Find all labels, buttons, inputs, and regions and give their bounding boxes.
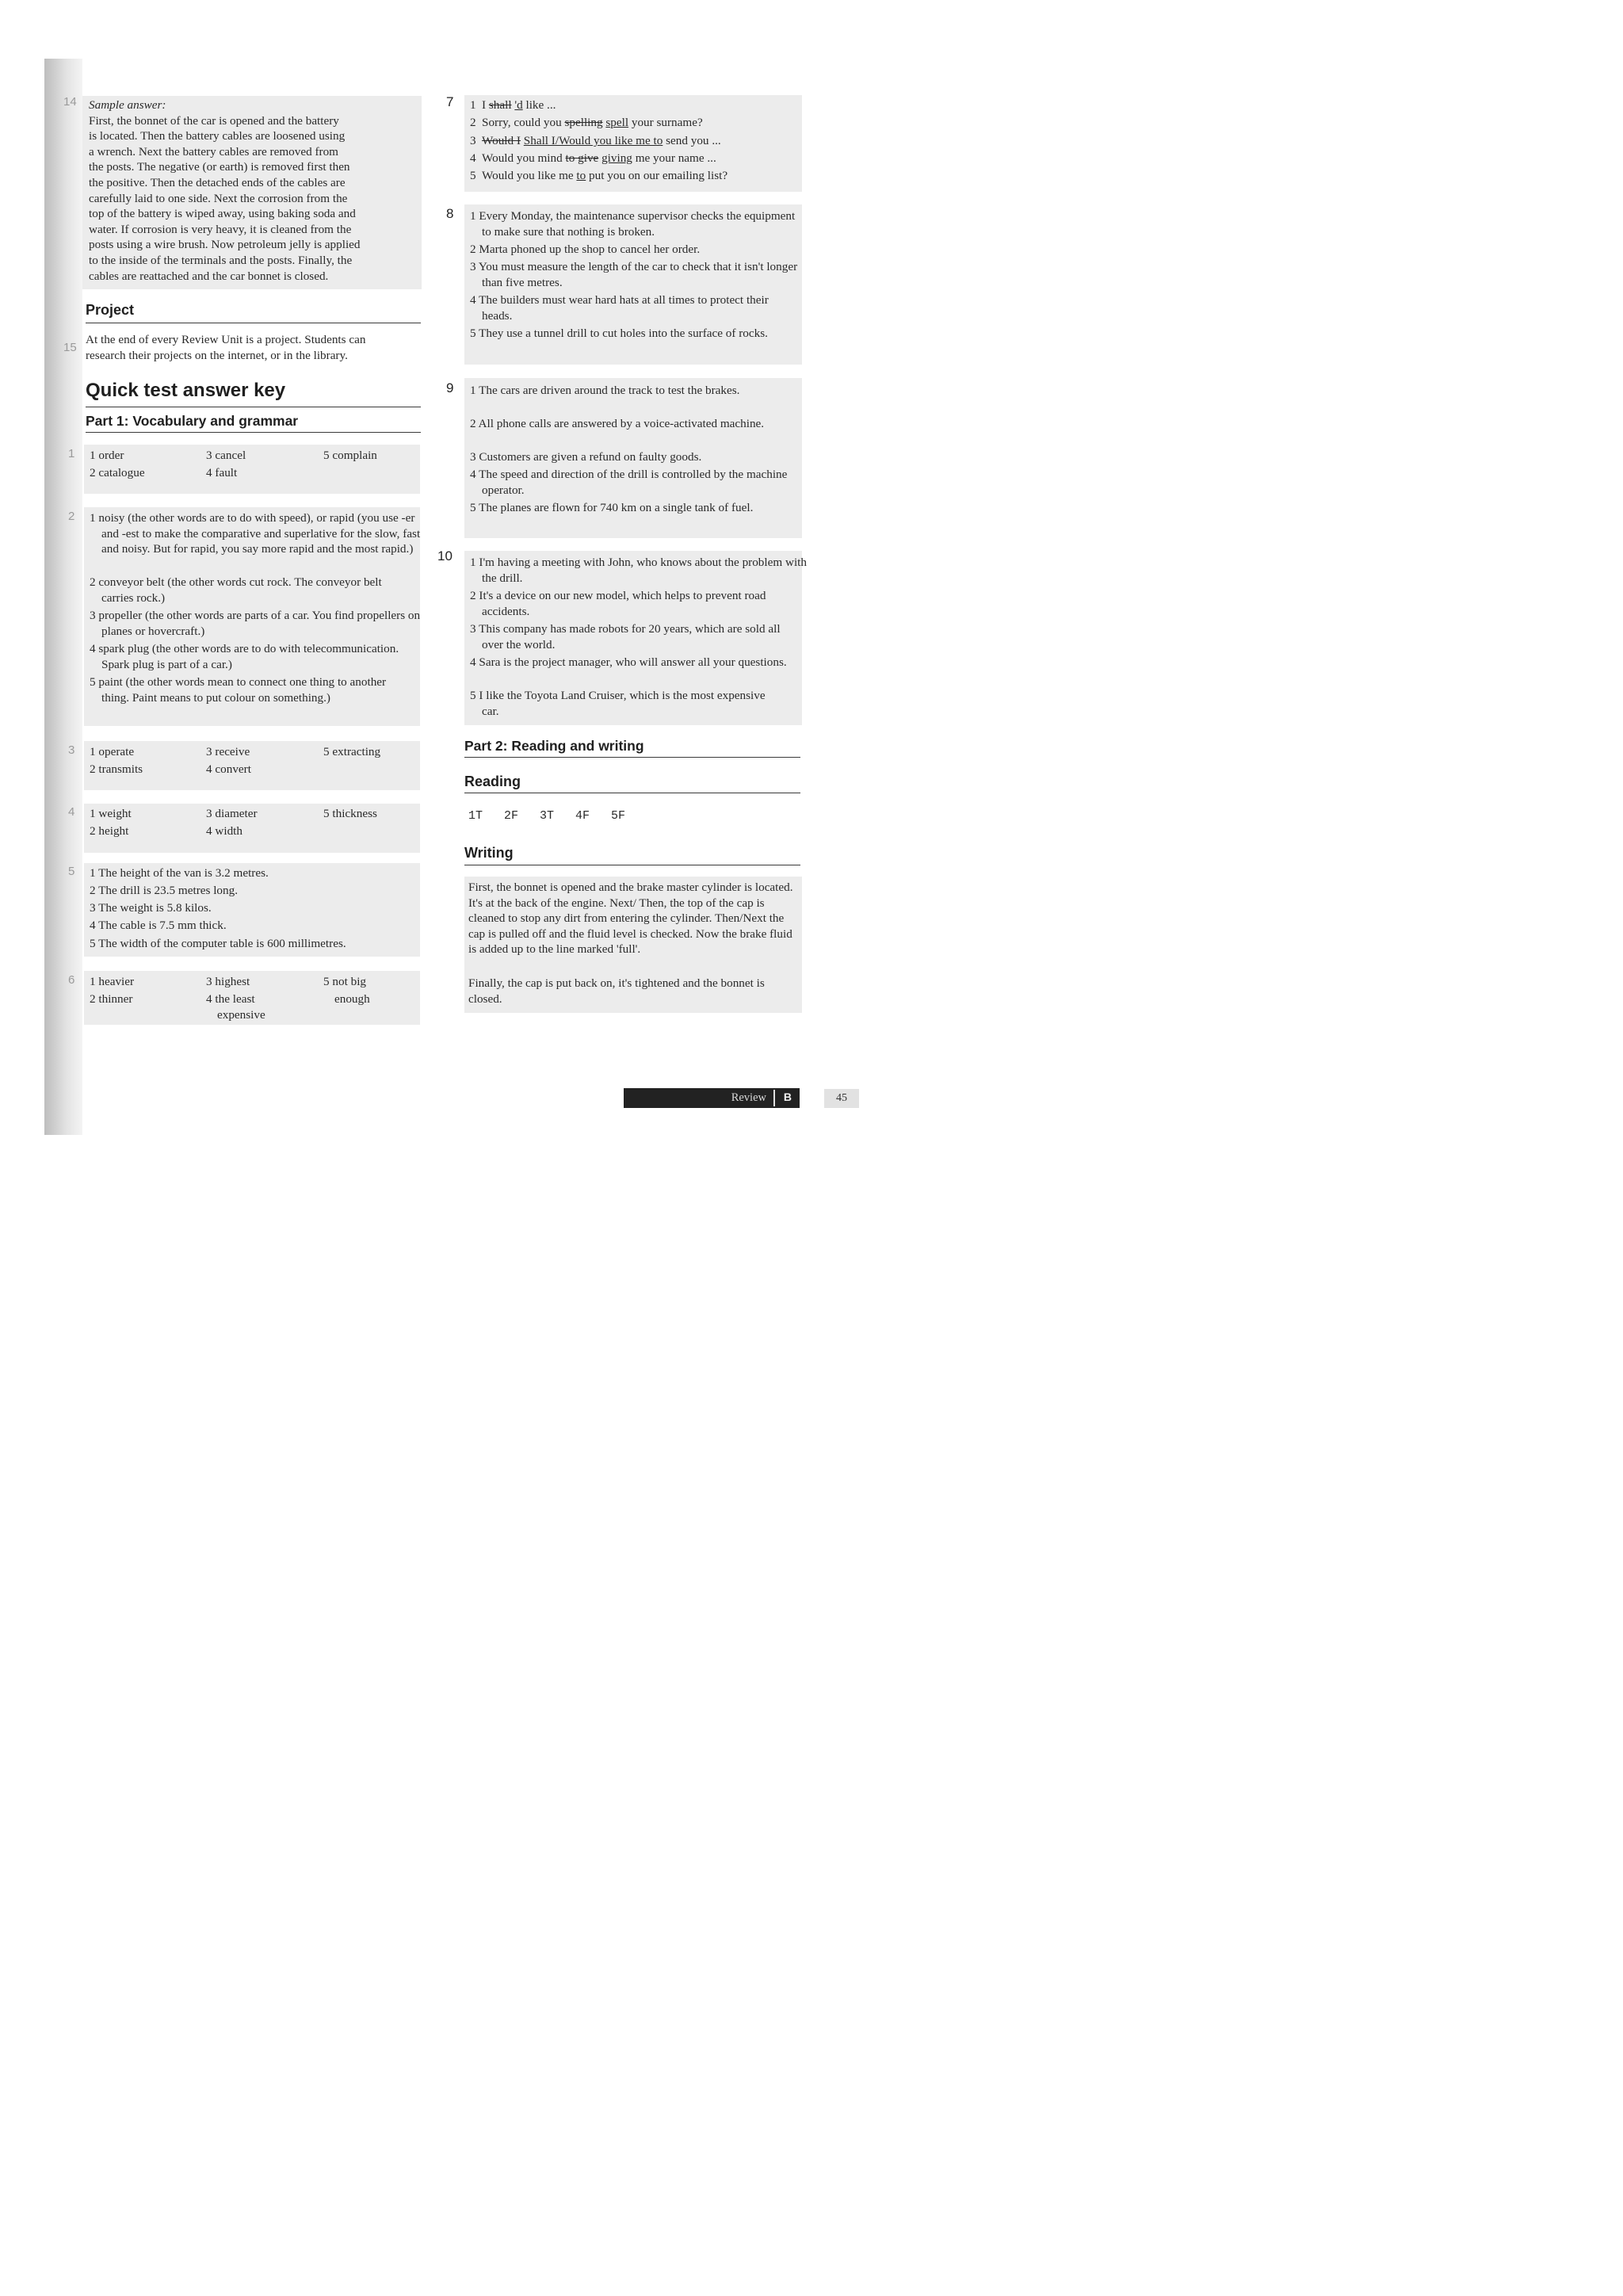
answer-item: 3 Customers are given a refund on faulty goods. — [470, 450, 702, 464]
answer-item: 4 The speed and direction of the drill is controlled by the machine operator. — [470, 468, 788, 497]
answer-item: 2 thinner — [90, 992, 133, 1006]
exercise-number: 1 — [68, 447, 75, 460]
correction-text: Shall I/Would you like me to — [523, 134, 663, 147]
text: put you on our emailing list? — [586, 169, 728, 182]
answer-item: 5 The width of the computer table is 600 millimetres. — [90, 937, 346, 950]
project-line: research their projects on the internet, or in the library. — [86, 348, 348, 362]
sample-answer-line: the positive. Then the detached ends of the cables are — [89, 175, 346, 189]
answer-item: 1 weight — [90, 807, 132, 820]
sample-answer-line: water. If corrosion is very heavy, it is cleaned from the — [89, 222, 352, 236]
divider — [86, 432, 421, 433]
answer-item: 4 convert — [206, 762, 251, 776]
divider — [464, 757, 800, 758]
answer-item: 1 The height of the van is 3.2 metres. — [90, 866, 269, 880]
project-line: At the end of every Review Unit is a project. Students can — [86, 333, 366, 346]
sample-answer-line: is located. Then the battery cables are loosened using — [89, 129, 346, 143]
answer-item: 1 heavier — [90, 975, 135, 988]
answer-item: 5 paint (the other words mean to connect one thing to another thing. Paint means to put colour on something.) — [90, 675, 387, 705]
struck-text: shall — [488, 98, 512, 112]
correction-item — [470, 115, 703, 131]
answer-item: 5 thickness — [323, 807, 377, 820]
answer-item: 4 The builders must wear hard hats at all times to protect their heads. — [470, 293, 769, 323]
correction-text: to — [576, 169, 586, 182]
page-number: 45 — [824, 1089, 859, 1108]
exercise-number: 8 — [446, 206, 454, 221]
sample-answer-title: Sample answer: — [89, 98, 166, 112]
answer-item: 1 operate — [90, 745, 135, 758]
answer-item: 4 The cable is 7.5 mm thick. — [90, 919, 227, 932]
answer-item: 5 extracting — [323, 745, 381, 758]
correction-text: spell — [605, 116, 629, 129]
text: Sorry, could you — [482, 116, 565, 129]
exercise-number: 9 — [446, 380, 454, 395]
exercise-number: 6 — [68, 973, 75, 987]
struck-text: Would I — [482, 134, 521, 147]
sample-answer-line: a wrench. Next the battery cables are removed from — [89, 144, 338, 159]
answer-item: 1 I'm having a meeting with John, who knows about the problem with the drill. — [470, 556, 807, 585]
reading-answers: 1T 2F 3T 4F 5F — [468, 809, 626, 823]
text: I — [482, 98, 489, 112]
answer-item: 3 receive — [206, 745, 250, 758]
sample-answer — [89, 97, 420, 284]
answer-item: 5 not big — [323, 975, 367, 988]
text: Would you mind — [482, 151, 566, 165]
sample-answer-line: to the inside of the terminals and the posts. Finally, the — [89, 253, 353, 267]
correction-item — [470, 97, 556, 113]
text: like ... — [522, 98, 556, 112]
separator — [773, 1090, 775, 1106]
answer-item: 3 propeller (the other words are parts of a car. You find propellers on planes or hovercraft.) — [90, 609, 421, 638]
sample-answer-line: top of the battery is wiped away, using baking soda and — [89, 207, 356, 221]
answer-item: 4 fault — [206, 466, 238, 479]
exercise-number: 14 — [63, 95, 77, 109]
writing-paragraph: Finally, the cap is put back on, it's tightened and the bonnet is closed. — [468, 976, 765, 1006]
sample-answer-line: posts using a wire brush. Now petroleum jelly is applied — [89, 238, 361, 252]
item-number: 2 — [470, 116, 476, 129]
sample-answer-line: the posts. The negative (or earth) is removed first then — [89, 160, 350, 174]
binding-shadow — [44, 59, 82, 1135]
reading-heading: Reading — [464, 774, 521, 789]
sample-answer-line: carefully laid to one side. Next the corrosion from the — [89, 191, 348, 205]
answer-item: 4 Sara is the project manager, who will answer all your questions. — [470, 655, 787, 669]
exercise-number: 3 — [68, 743, 75, 757]
correction-text: 'd — [514, 98, 523, 112]
struck-text: spelling — [564, 116, 603, 129]
answer-item: 3 The weight is 5.8 kilos. — [90, 901, 212, 915]
review-letter: B — [783, 1091, 792, 1103]
project-heading: Project — [86, 302, 135, 318]
text: Would you like me — [482, 169, 577, 182]
answer-item: 4 the least — [206, 992, 255, 1006]
writing-paragraph: First, the bonnet is opened and the brake master cylinder is located. It's at the back of the engine. Next/ Then, the top of the cap is cleaned to stop any dirt from entering the cylinder. Then/Next the cap is pulled off and the fluid level is checked. Now the brake fluid is added up to the line marked 'full'. — [468, 881, 793, 957]
text: send you ... — [663, 134, 721, 147]
exercise-number: 5 — [68, 865, 75, 878]
item-number: 1 — [470, 98, 476, 112]
exercise-number: 4 — [68, 805, 75, 819]
item-number: 5 — [470, 169, 476, 182]
answer-item: 5 complain — [323, 449, 377, 462]
correction-item — [470, 151, 716, 166]
answer-item: expensive — [217, 1008, 265, 1022]
answer-item: 4 width — [206, 824, 242, 838]
project-text — [86, 332, 423, 363]
review-label: Review — [731, 1091, 766, 1104]
answer-item: 2 All phone calls are answered by a voice-activated machine. — [470, 417, 765, 430]
text: me your name ... — [632, 151, 716, 165]
answer-item: 3 cancel — [206, 449, 246, 462]
answer-item: 3 diameter — [206, 807, 258, 820]
exercise-number: 7 — [446, 94, 454, 109]
answer-item: 2 transmits — [90, 762, 143, 776]
writing-heading: Writing — [464, 845, 514, 861]
answer-item: 2 height — [90, 824, 129, 838]
answer-item: 4 spark plug (the other words are to do with telecommunication. Spark plug is part of a car.) — [90, 642, 399, 671]
sample-answer-line: cables are reattached and the car bonnet is closed. — [89, 269, 329, 283]
item-number: 4 — [470, 151, 476, 165]
answer-item: 2 catalogue — [90, 466, 145, 479]
part2-heading: Part 2: Reading and writing — [464, 738, 644, 754]
answer-item: 5 They use a tunnel drill to cut holes into the surface of rocks. — [470, 327, 768, 340]
text: your surname? — [628, 116, 703, 129]
answer-item: 3 You must measure the length of the car to check that it isn't longer than five metres. — [470, 260, 798, 289]
struck-text: to give — [565, 151, 599, 165]
answer-item: enough — [334, 992, 370, 1006]
answer-item: 2 The drill is 23.5 metres long. — [90, 884, 239, 897]
correction-text: giving — [601, 151, 632, 165]
item-number: 3 — [470, 134, 476, 147]
exercise-number: 2 — [68, 510, 75, 523]
answer-item: 2 It's a device on our new model, which helps to prevent road accidents. — [470, 589, 766, 618]
review-footer-bar — [624, 1088, 800, 1108]
answer-item: 5 The planes are flown for 740 km on a single tank of fuel. — [470, 501, 754, 514]
answer-item: 1 Every Monday, the maintenance supervisor checks the equipment to make sure that nothing is broken. — [470, 209, 796, 239]
answer-item: 1 The cars are driven around the track to test the brakes. — [470, 384, 740, 397]
quick-test-heading: Quick test answer key — [86, 380, 286, 401]
answer-item: 1 order — [90, 449, 124, 462]
part1-heading: Part 1: Vocabulary and grammar — [86, 413, 299, 429]
answer-item: 2 Marta phoned up the shop to cancel her order. — [470, 243, 701, 256]
sample-answer-line: First, the bonnet of the car is opened and the battery — [89, 113, 339, 128]
exercise-number: 10 — [437, 548, 453, 563]
answer-item: 5 I like the Toyota Land Cruiser, which is the most expensive car. — [470, 689, 766, 718]
correction-item — [470, 133, 721, 149]
answer-item: 2 conveyor belt (the other words cut rock. The conveyor belt carries rock.) — [90, 575, 382, 605]
exercise-number: 15 — [63, 341, 77, 354]
correction-item — [470, 168, 727, 184]
answer-item: 3 This company has made robots for 20 years, which are sold all over the world. — [470, 622, 781, 651]
answer-item: 1 noisy (the other words are to do with speed), or rapid (you use -er and -est to make the comparative and superlative for the slow, fast and noisy. But for rapid, you say more rapid and the most rapid.) — [90, 511, 421, 556]
answer-item: 3 highest — [206, 975, 250, 988]
